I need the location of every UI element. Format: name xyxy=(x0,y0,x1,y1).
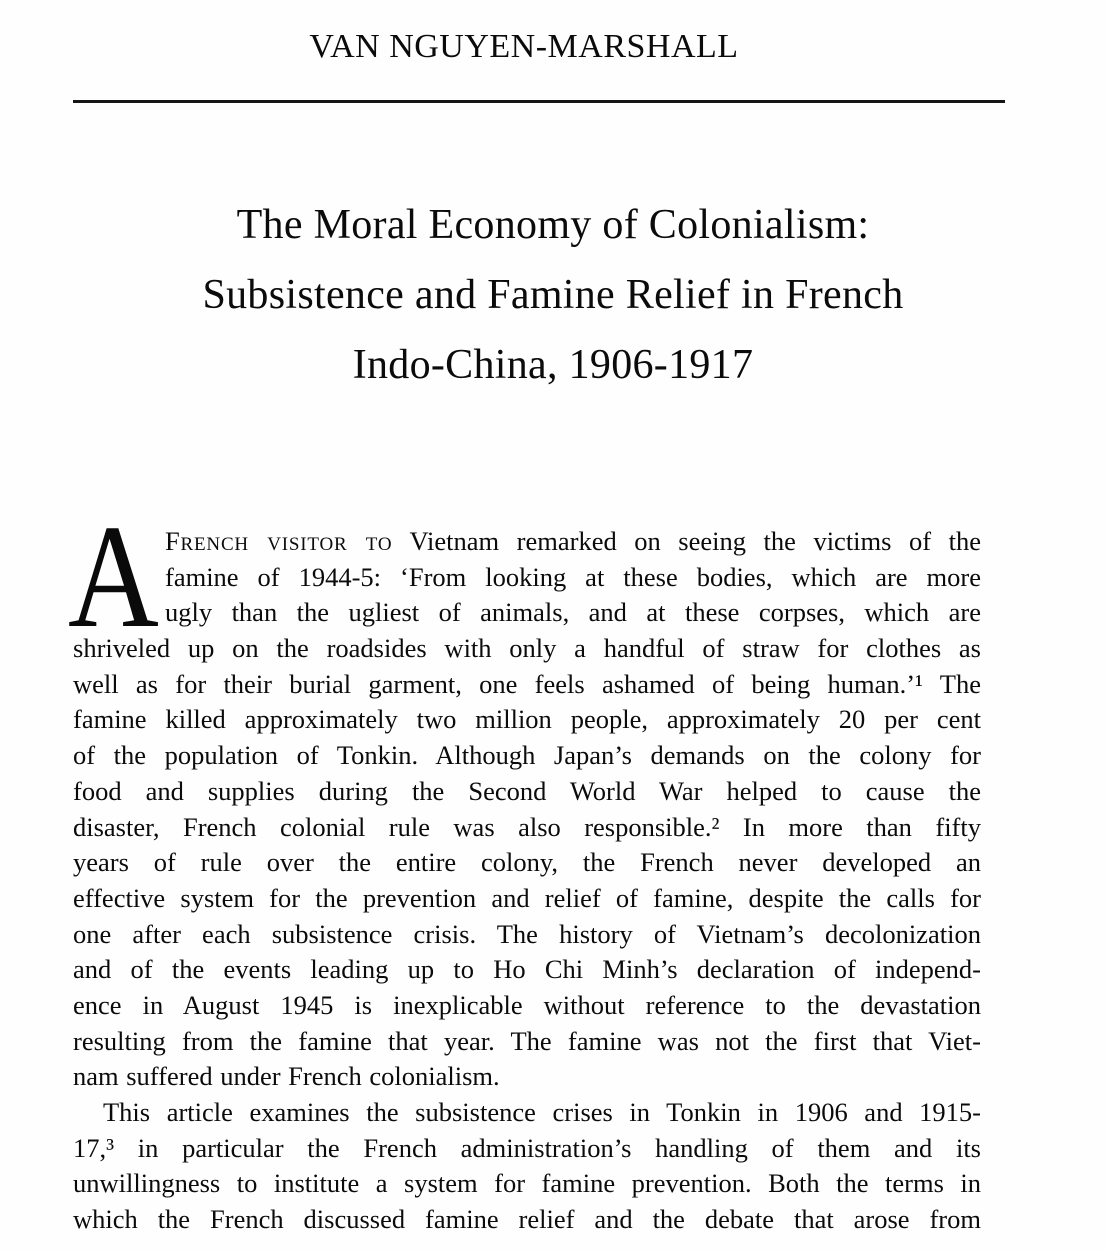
title-line: Indo-China, 1906-1917 xyxy=(352,342,754,388)
text-line: famine killed approximately two million people, approximately 20 per cent xyxy=(73,704,981,735)
text-line: disaster, French colonial rule was also responsible.² In more than fifty xyxy=(73,811,981,842)
text-line: nam suffered under French colonialism. xyxy=(73,1061,500,1092)
text-line: unwillingness to institute a system for famine prevention. Both the terms in xyxy=(73,1168,981,1199)
running-head: VAN NGUYEN-MARSHALL xyxy=(309,28,739,65)
drop-cap: A xyxy=(68,495,159,659)
text-line: 17,³ in particular the French administration’s handling of them and its xyxy=(73,1132,981,1163)
text-line: ugly than the ugliest of animals, and at these corpses, which are xyxy=(165,597,981,628)
text-line: effective system for the prevention and relief of famine, despite the calls for xyxy=(73,882,981,913)
title-line: The Moral Economy of Colonialism: xyxy=(236,202,870,248)
article-title xyxy=(0,190,1106,400)
title-line: Subsistence and Famine Relief in French xyxy=(202,272,904,318)
article-body xyxy=(68,495,981,1238)
text-line: one after each subsistence crisis. The history of Vietnam’s decolonization xyxy=(73,918,981,949)
text-line: resulting from the famine that year. The famine was not the first that Viet- xyxy=(73,1025,981,1056)
text-line: of the population of Tonkin. Although Japan’s demands on the colony for xyxy=(73,740,981,771)
text-line: which the French discussed famine relief and the debate that arose from xyxy=(73,1204,981,1235)
text-line: shriveled up on the roadsides with only a handful of straw for clothes as xyxy=(73,633,981,664)
small-caps-lead: French visitor to xyxy=(165,526,393,556)
text-line: and of the events leading up to Ho Chi Minh’s declaration of independ- xyxy=(73,954,981,985)
body-lines xyxy=(73,524,981,1238)
text-line: food and supplies during the Second World War helped to cause the xyxy=(73,775,981,806)
text-line: This article examines the subsistence crises in Tonkin in 1906 and 1915- xyxy=(103,1097,981,1127)
header-rule xyxy=(73,100,1005,103)
text-line: well as for their burial garment, one feels ashamed of being human.’¹ The xyxy=(73,668,981,699)
text-line: famine of 1944-5: ‘From looking at these bodies, which are more xyxy=(165,561,981,592)
text-line: years of rule over the entire colony, the French never developed an xyxy=(73,847,981,878)
text-line: French visitor to Vietnam remarked on seeing the victims of the xyxy=(165,526,981,556)
text-line: ence in August 1945 is inexplicable without reference to the devastation xyxy=(73,989,981,1020)
